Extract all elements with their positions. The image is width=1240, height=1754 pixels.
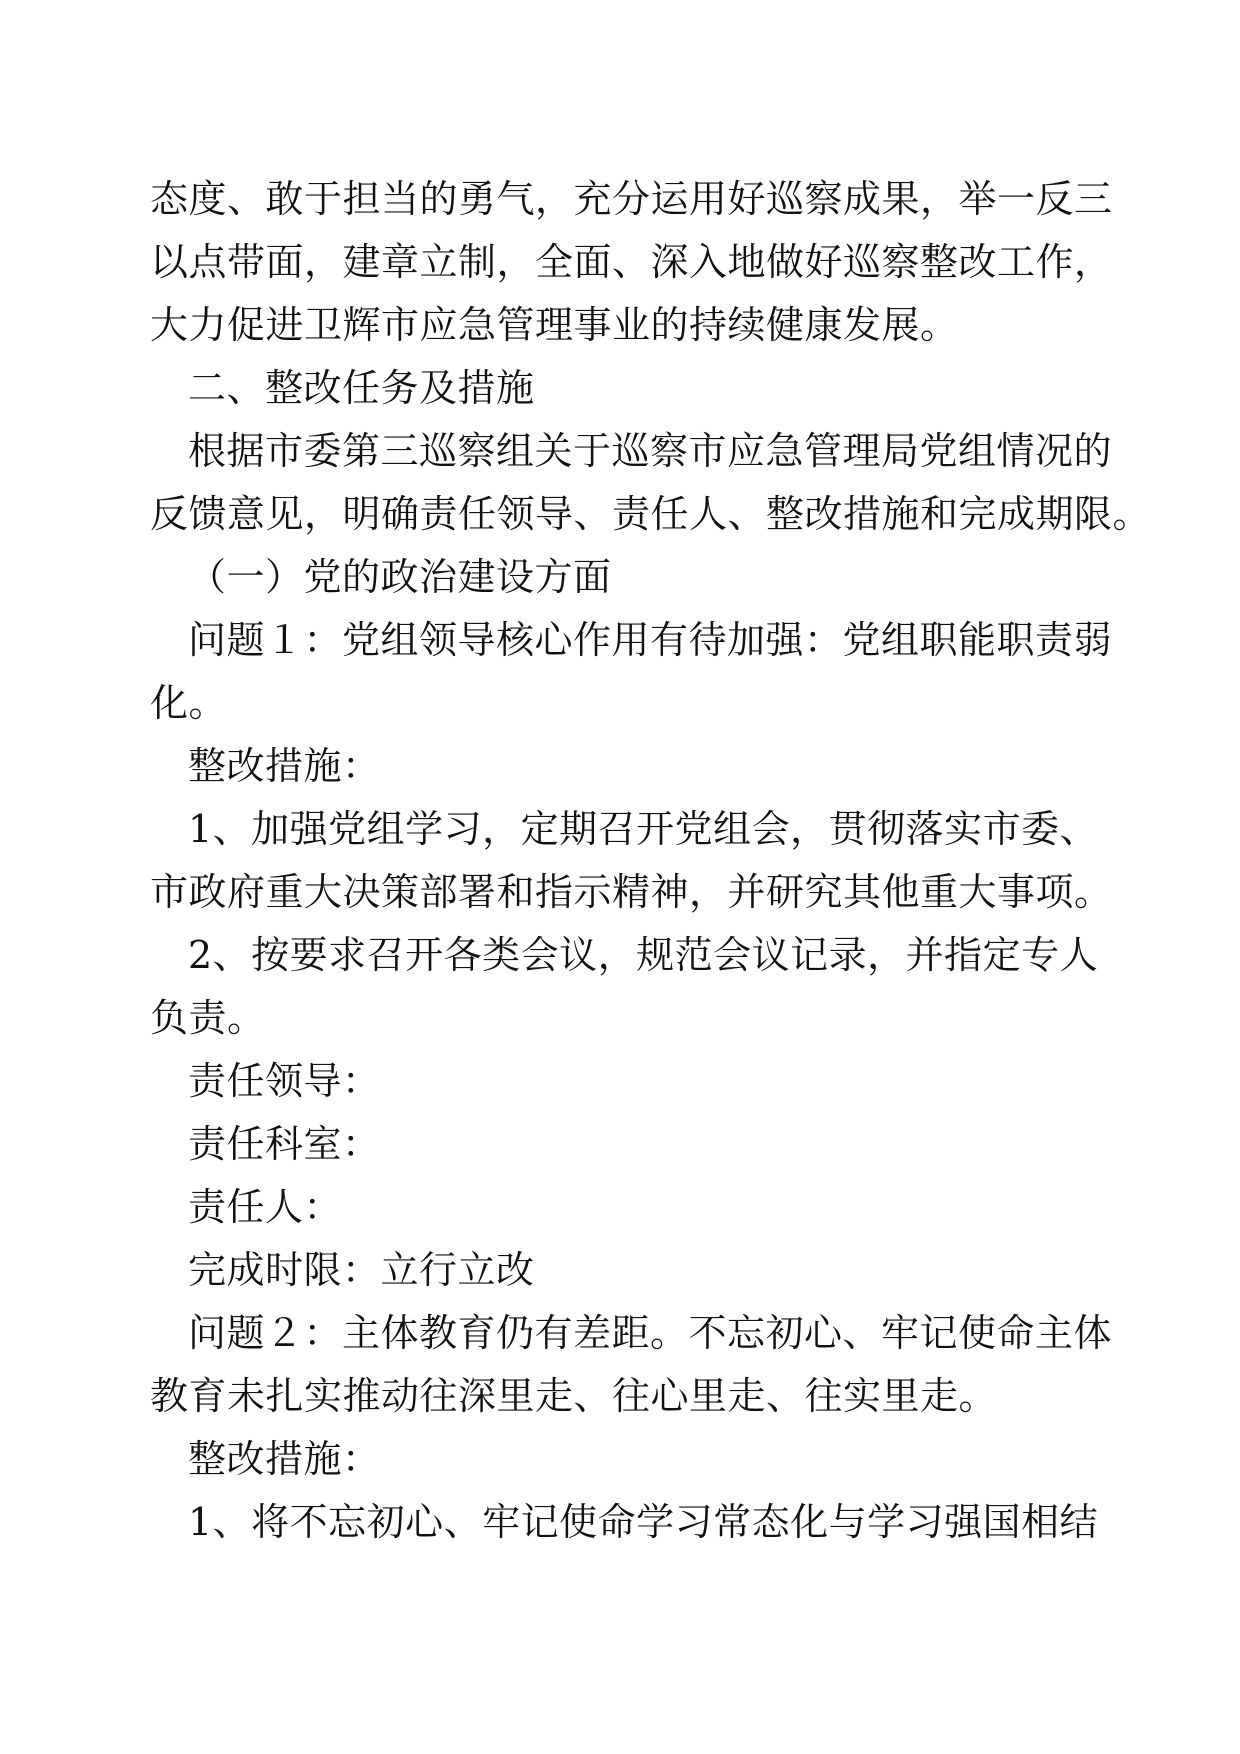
text-line-6: 反馈意见，明确责任领导、责任人、整改措施和完成期限。 xyxy=(150,492,1152,536)
measure-1-2-line-2: 负责。 xyxy=(150,996,266,1040)
measure-1-1-line-2: 市政府重大决策部署和指示精神，并研究其他重大事项。 xyxy=(150,870,1113,914)
section-heading-2: 二、整改任务及措施 xyxy=(188,366,535,410)
measures-label-2: 整改措施： xyxy=(188,1437,381,1481)
text-line-3: 大力促进卫辉市应急管理事业的持续健康发展。 xyxy=(150,303,959,347)
measure-1-1-line-1: 1、加强党组学习，定期召开党组会，贯彻落实市委、 xyxy=(188,807,1099,851)
text-line-1: 态度、敢于担当的勇气，充分运用好巡察成果，举一反三 xyxy=(150,177,1113,221)
responsible-person-label: 责任人： xyxy=(188,1185,343,1229)
subsection-heading-1: （一）党的政治建设方面 xyxy=(188,555,612,599)
issue-2-line-1: 问题２：主体教育仍有差距。不忘初心、牢记使命主体 xyxy=(188,1311,1113,1355)
issue-1-line-1: 问题１：党组领导核心作用有待加强：党组职能职责弱 xyxy=(188,618,1113,662)
text-line-5: 根据市委第三巡察组关于巡察市应急管理局党组情况的 xyxy=(188,429,1113,473)
issue-2-line-2: 教育未扎实推动往深里走、往心里走、往实里走。 xyxy=(150,1374,998,1418)
measure-2-1-line-1: 1、将不忘初心、牢记使命学习常态化与学习强国相结 xyxy=(188,1500,1099,1544)
responsible-department-label: 责任科室： xyxy=(188,1122,381,1166)
measures-label-1: 整改措施： xyxy=(188,744,381,788)
issue-1-line-2: 化。 xyxy=(150,681,228,725)
document-body xyxy=(150,168,1152,1554)
text-line-2: 以点带面，建章立制，全面、深入地做好巡察整改工作， xyxy=(150,240,1113,284)
responsible-leader-label: 责任领导： xyxy=(188,1059,381,1103)
deadline-label: 完成时限：立行立改 xyxy=(188,1248,535,1292)
measure-1-2-line-1: 2、按要求召开各类会议，规范会议记录，并指定专人 xyxy=(188,933,1099,977)
